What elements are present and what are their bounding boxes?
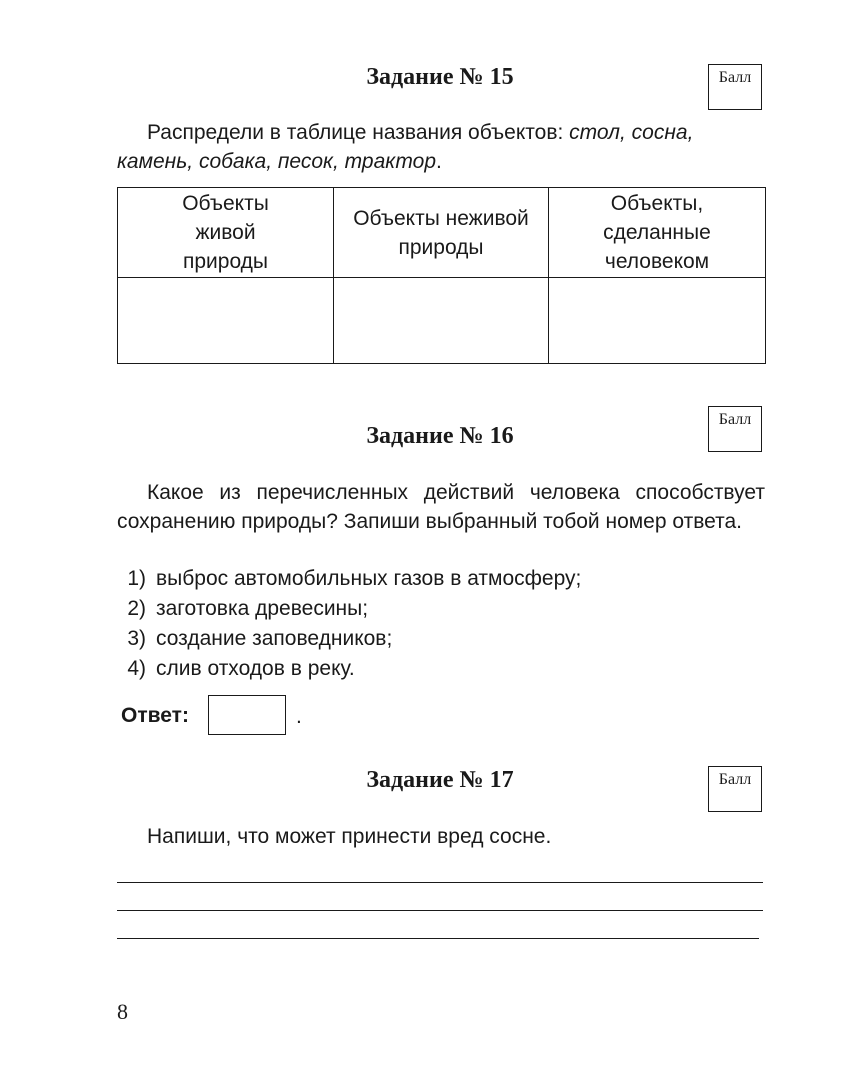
- answer-box[interactable]: [208, 695, 286, 735]
- task-15-text-start: Распредели в таблице названия объектов:: [147, 121, 570, 144]
- table-header-row: [118, 188, 766, 278]
- task-17-question: Напиши, что может принести вред сосне.: [147, 825, 552, 848]
- score-label: Балл: [718, 69, 752, 86]
- objects-table: [117, 187, 766, 364]
- answer-cell-nonliving[interactable]: [334, 278, 549, 364]
- option-3: [112, 624, 752, 654]
- option-text: слив отходов в реку.: [156, 657, 355, 680]
- header-living-text: Объекты живой природы: [182, 192, 269, 273]
- task-15-instruction: [117, 118, 777, 176]
- option-1: [112, 564, 752, 594]
- answer-line-2[interactable]: [117, 910, 763, 911]
- answer-cell-living[interactable]: [118, 278, 334, 364]
- task-15-text-end: .: [436, 150, 442, 173]
- option-4: [112, 654, 752, 684]
- task-16-question: Какое из перечисленных действий человека способствует сохранению природы? Запиши выбранный тобой номер ответа.: [117, 481, 765, 533]
- table-header-nonliving: [334, 188, 549, 278]
- task-17-score-box[interactable]: [708, 766, 762, 812]
- table-header-manmade: [549, 188, 766, 278]
- task-15-title: Задание № 15: [366, 64, 514, 90]
- option-number: 3): [127, 627, 146, 650]
- answer-line-1[interactable]: [117, 882, 763, 883]
- answer-label: Ответ:: [121, 704, 189, 727]
- header-nonliving-text: Объекты неживой природы: [353, 206, 529, 259]
- task-16-score-box[interactable]: [708, 406, 762, 452]
- task-15-score-box[interactable]: [708, 64, 762, 110]
- header-manmade-text: Объекты, сделанные человеком: [603, 192, 711, 273]
- task-16-options: [112, 564, 752, 684]
- answer-cell-manmade[interactable]: [549, 278, 766, 364]
- task-17-title: Задание № 17: [366, 767, 514, 793]
- page-number: 8: [117, 999, 128, 1024]
- table-header-living: [118, 188, 334, 278]
- option-2: [112, 594, 752, 624]
- answer-line-3[interactable]: [117, 938, 759, 939]
- option-number: 1): [127, 567, 146, 590]
- option-text: выброс автомобильных газов в атмосферу;: [156, 567, 582, 590]
- score-label: Балл: [718, 771, 752, 788]
- table-answer-row: [118, 278, 766, 364]
- option-text: заготовка древесины;: [156, 597, 369, 620]
- task-16-title: Задание № 16: [366, 423, 514, 449]
- option-text: создание заповедников;: [156, 627, 393, 650]
- task-15-objects-line1: стол, сосна,: [569, 121, 694, 144]
- option-number: 4): [127, 657, 146, 680]
- answer-suffix: .: [296, 705, 302, 728]
- score-label: Балл: [718, 411, 752, 428]
- task-15-objects-line2: камень, собака, песок, трактор: [117, 150, 437, 173]
- option-number: 2): [127, 597, 146, 620]
